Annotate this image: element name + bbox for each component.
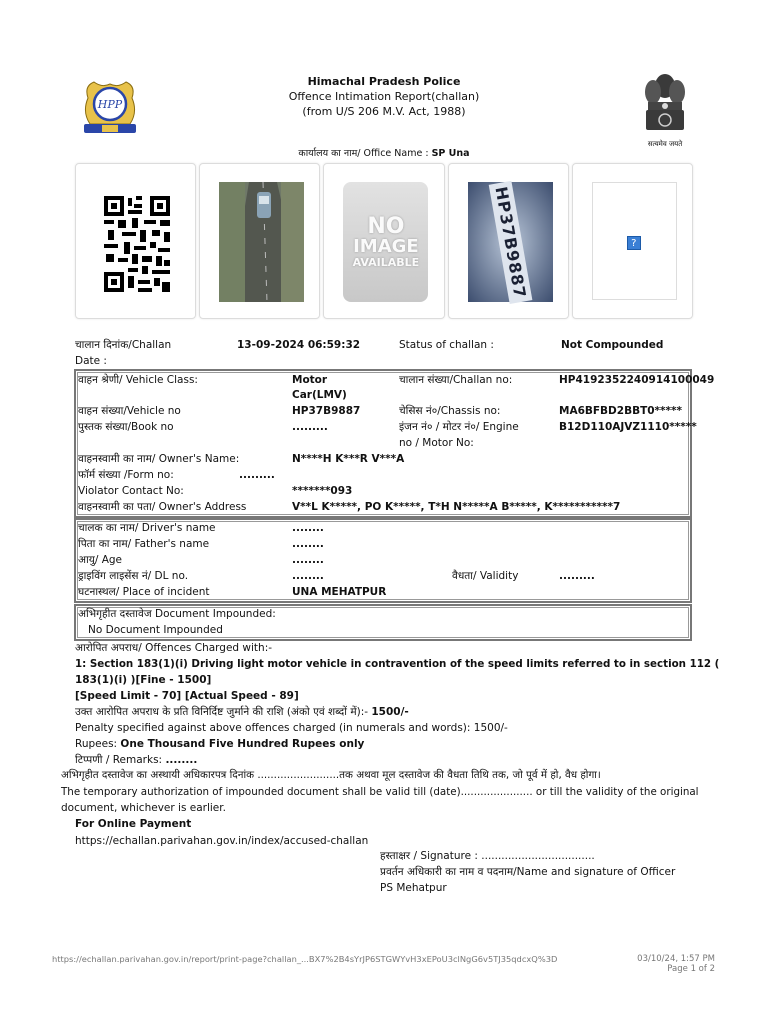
offence-line-1: 1: Section 183(1)(i) Driving light motor vehicle in contravention of the speed limits referred to in section 112 ( (75, 658, 720, 670)
owner-name-value: N****H K***R V***A (292, 453, 405, 465)
engine-no-value: B12D110AJVZ1110***** (559, 421, 697, 433)
driver-name-value: ........ (292, 522, 324, 534)
vehicle-no-value: HP37B9887 (292, 405, 361, 417)
challan-date-value: 13-09-2024 06:59:32 (237, 339, 361, 351)
contact-no-label: Violator Contact No: (78, 485, 184, 497)
book-no-label: पुस्तक संख्या/Book no (78, 421, 174, 433)
penalty-english: Penalty specified against above offences charged (in numerals and words): 1500/- (75, 722, 508, 734)
road-camera-photo-card (199, 163, 320, 319)
form-no-value: ......... (239, 469, 275, 481)
vehicle-no-label: वाहन संख्या/Vehicle no (78, 405, 181, 417)
office-value: SP Una (431, 148, 470, 159)
owner-address-label: वाहनस्वामी का पता/ Owner's Address (78, 501, 247, 513)
vehicle-class-value: Motor Car(LMV) (292, 374, 347, 401)
qr-code-card (75, 163, 196, 319)
father-name-label: पिता का नाम/ Father's name (78, 538, 210, 550)
engine-no-label: इंजन नं० / मोटर नं०/ Engine no / Motor No: (399, 421, 519, 449)
form-no-label: फॉर्म संख्या /Form no: (78, 469, 174, 481)
document-impounded-label: अभिगृहीत दस्तावेज Document Impounded: (78, 608, 276, 620)
report-subtitle: Offence Intimation Report(challan) (288, 90, 480, 103)
rupees-value: One Thousand Five Hundred Rupees only (120, 738, 365, 750)
chassis-no-value: MA6BFBD2BBT0***** (559, 405, 683, 417)
age-label: आयु/ Age (78, 554, 123, 566)
footer-meta: 03/10/24, 1:57 PM Page 1 of 2 (637, 954, 715, 974)
officer-name-line: प्रवर्तन अधिकारी का नाम व पदनाम/Name and signature of Officer (380, 866, 676, 878)
age-value: ........ (292, 554, 324, 566)
validity-note-hindi: अभिगृहीत दस्तावेज का अस्थायी अधिकारपत्र दिनांक .........................तक अथवा मूल दस्तावेज की वैधता तिथि तक, जो पूर्व में हो, वैध होगा। (61, 769, 601, 781)
national-emblem (636, 70, 694, 148)
broken-image-icon: ? (627, 236, 641, 250)
signature-line: हस्ताक्षर / Signature : .................................. (380, 850, 595, 862)
remarks-value: ........ (165, 754, 198, 766)
contact-no-value: *******093 (292, 485, 353, 497)
report-title: Himachal Pradesh Police (307, 75, 461, 88)
rupees-line: Rupees: One Thousand Five Hundred Rupees only (75, 738, 365, 750)
remarks-line: टिप्पणी / Remarks: ........ (75, 754, 198, 766)
report-act: (from U/S 206 M.V. Act, 1988) (302, 105, 466, 118)
emblem-motto: सत्यमेव जयते (647, 140, 683, 148)
footer-url: https://echallan.parivahan.gov.in/report/print-page?challan_...BX7%2B4sYrJP6STGWYvH3xEPoU3clNgG6v5TJ35qdcxQ%3D (52, 954, 558, 964)
challan-no-value: HP4192352240914100049 (559, 374, 715, 386)
chassis-no-label: चेसिस नं०/Chassis no: (399, 405, 501, 417)
number-plate-photo: HP37B9887 (468, 182, 553, 302)
vehicle-class-label: वाहन श्रेणी/ Vehicle Class: (78, 374, 198, 386)
road-camera-photo (219, 182, 304, 302)
place-value: UNA MEHATPUR (292, 586, 387, 598)
evidence-photos (75, 163, 693, 319)
number-plate-card (448, 163, 569, 319)
owner-address-value: V**L K*****, PO K*****, T*H N*****A B*****, K***********7 (292, 501, 621, 513)
ashoka-emblem-icon (636, 70, 694, 136)
speed-details: [Speed Limit - 70] [Actual Speed - 89] (75, 690, 299, 702)
office-name: कार्यालय का नाम/ Office Name : SP Una (298, 148, 470, 159)
challan-no-label: चालान संख्या/Challan no: (399, 374, 513, 386)
challan-date-label: चालान दिनांक/Challan Date : (75, 339, 172, 367)
book-no-value: ......... (292, 421, 328, 433)
document-impounded-value: No Document Impounded (88, 624, 223, 636)
offences-heading: आरोपित अपराध/ Offences Charged with:- (75, 642, 273, 654)
challan-status-label: Status of challan : (399, 339, 494, 351)
penalty-hindi: उक्त आरोपित अपराध के प्रति विनिर्दिष्ट जुर्माने की राशि (अंको एवं शब्दों में):- 1500/- (75, 706, 409, 718)
no-image-placeholder: NO IMAGE AVAILABLE (343, 182, 428, 302)
qr-code-icon (95, 186, 180, 306)
place-label: घटनास्थल/ Place of incident (78, 586, 210, 598)
svg-text:HPP: HPP (97, 98, 123, 111)
online-payment-link[interactable]: https://echallan.parivahan.gov.in/index/accused-challan (75, 835, 369, 847)
broken-image-frame (592, 182, 677, 300)
father-name-value: ........ (292, 538, 324, 550)
validity-note-english-2: document, whichever is earlier. (61, 802, 226, 814)
broken-image-card (572, 163, 693, 319)
validity-value: ......... (559, 570, 595, 582)
dl-no-label: ड्राइविंग लाइसेंस नं/ DL no. (78, 570, 189, 582)
driver-name-label: चालक का नाम/ Driver's name (78, 522, 216, 534)
no-image-card (323, 163, 444, 319)
owner-name-label: वाहनस्वामी का नाम/ Owner's Name: (78, 453, 240, 465)
validity-label: वैधता/ Validity (452, 570, 519, 582)
police-station: PS Mehatpur (380, 882, 447, 894)
online-payment-heading: For Online Payment (75, 818, 192, 830)
penalty-hindi-value: 1500/- (371, 706, 409, 718)
validity-note-english-1: The temporary authorization of impounded document shall be valid till (date)...................... or till the validity of the original (61, 786, 699, 798)
dl-no-value: ........ (292, 570, 324, 582)
offence-line-2: 183(1)(i) )[Fine - 1500] (75, 674, 212, 686)
challan-status-value: Not Compounded (561, 339, 664, 351)
